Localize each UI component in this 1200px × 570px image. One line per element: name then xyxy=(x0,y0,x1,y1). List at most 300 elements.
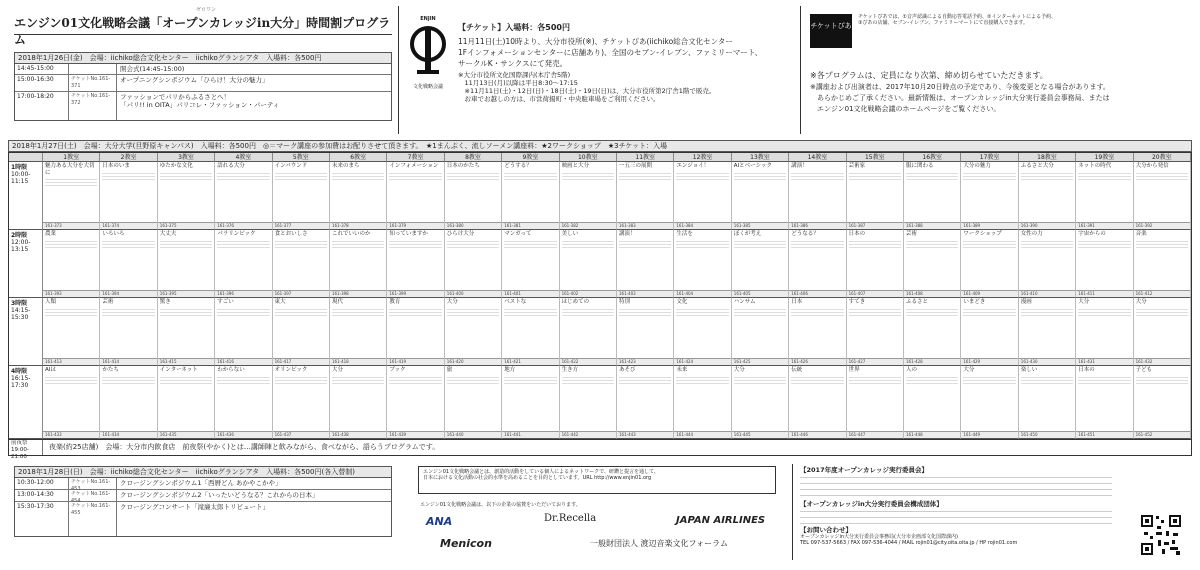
ticket-code: 161-449 xyxy=(961,431,1017,438)
lecture-speakers xyxy=(791,173,843,182)
lecture-title: すごい xyxy=(217,299,234,305)
ticket-code: 161-416 xyxy=(215,358,271,365)
ticket-code: 161-426 xyxy=(789,358,845,365)
lecture-speakers xyxy=(504,377,556,386)
lecture-cell[interactable] xyxy=(847,230,904,298)
lecture-title: ゆたかな文化 xyxy=(159,163,193,169)
lecture-cell[interactable] xyxy=(560,298,617,366)
lecture-cell[interactable] xyxy=(158,230,215,298)
lecture-cell[interactable] xyxy=(387,230,444,298)
lecture-cell[interactable] xyxy=(502,230,559,298)
lecture-speakers xyxy=(791,309,843,318)
lecture-title: 驚き xyxy=(159,299,171,305)
lecture-speakers xyxy=(619,241,671,250)
ticket-code: 161-382 xyxy=(560,222,616,229)
lecture-cell[interactable] xyxy=(330,298,387,366)
day1-section xyxy=(14,52,392,121)
row-text: 開会式(14:45-15:00) xyxy=(120,65,185,73)
lecture-cell[interactable] xyxy=(502,162,559,230)
lecture-cell[interactable] xyxy=(904,366,961,439)
lecture-cell[interactable] xyxy=(789,366,846,439)
lecture-cell[interactable] xyxy=(43,366,100,439)
about-box xyxy=(418,466,776,494)
ticket-code: 161-438 xyxy=(330,431,386,438)
lecture-cell[interactable] xyxy=(273,162,330,230)
ticket-code: 161-381 xyxy=(502,222,558,229)
lecture-speakers xyxy=(1136,173,1188,182)
sponsor-menicon: Menicon xyxy=(440,537,492,550)
notes-block xyxy=(858,14,1188,26)
lecture-cell[interactable] xyxy=(445,230,502,298)
ticket-code: 161-391 xyxy=(1076,222,1132,229)
ticket-code: 161-393 xyxy=(43,290,99,297)
lecture-speakers xyxy=(1078,173,1130,182)
lecture-cell[interactable] xyxy=(1019,230,1076,298)
lecture-speakers xyxy=(906,241,958,250)
lecture-speakers xyxy=(45,179,97,188)
lecture-title: 大分 xyxy=(963,367,975,373)
lecture-title: 文化 xyxy=(676,299,688,305)
ticket-code: 161-411 xyxy=(1076,290,1132,297)
lecture-cell[interactable] xyxy=(617,230,674,298)
ticket-code: 161-444 xyxy=(674,431,730,438)
room-header: 8教室 xyxy=(445,153,502,162)
room-header: 17教室 xyxy=(961,153,1018,162)
room-header: 13教室 xyxy=(732,153,789,162)
lecture-cell[interactable] xyxy=(847,366,904,439)
room-header: 10教室 xyxy=(560,153,617,162)
lecture-speakers xyxy=(102,241,154,250)
ticket-code: 161-410 xyxy=(1019,290,1075,297)
lecture-speakers xyxy=(734,173,786,182)
title-ruby: ゼロワン xyxy=(196,7,217,13)
lecture-cell[interactable] xyxy=(215,162,272,230)
lecture-cell[interactable] xyxy=(674,162,731,230)
ticket-code: 161-407 xyxy=(847,290,903,297)
lecture-speakers xyxy=(676,241,728,250)
lecture-title: 現代 xyxy=(332,299,344,305)
lecture-speakers xyxy=(332,377,384,386)
notes-line: ※講座および出演者は、2017年10月20日時点の予定であり、今後変更となる場合があります。 xyxy=(810,83,1110,91)
ticket-code: 161-430 xyxy=(1019,358,1075,365)
lecture-speakers xyxy=(619,309,671,318)
lecture-title: 漫画 xyxy=(1020,299,1032,305)
lecture-speakers xyxy=(963,173,1015,182)
lecture-title: 講演！ xyxy=(791,163,808,169)
evening-time: 19:00-21:00 xyxy=(11,447,29,460)
lecture-cell[interactable] xyxy=(1134,230,1191,298)
lecture-speakers xyxy=(160,309,212,318)
lecture-title: わからない xyxy=(217,367,245,373)
lecture-cell[interactable] xyxy=(43,230,100,298)
lecture-speakers xyxy=(275,377,327,386)
lecture-speakers xyxy=(734,309,786,318)
row-code: チケットNo.161-371 xyxy=(69,75,117,91)
lecture-cell[interactable] xyxy=(732,366,789,439)
ticket-code: 161-394 xyxy=(100,290,156,297)
lecture-speakers xyxy=(389,173,441,182)
lecture-speakers xyxy=(275,241,327,250)
row-code: チケットNo.161-454 xyxy=(69,490,117,501)
lecture-title: ふるさと xyxy=(906,299,929,305)
lecture-title: 一五三の展開 xyxy=(619,163,653,169)
lecture-title: AIは xyxy=(45,367,56,373)
lecture-speakers xyxy=(734,377,786,386)
notes-main xyxy=(810,70,1190,115)
day1-bar: 2018年1月26日(金) 会場：iichiko総合文化センター iichikoグランシアタ 入場料：各500円 xyxy=(14,52,392,64)
lecture-cell[interactable] xyxy=(789,162,846,230)
row-text: クロージングシンポジウム1「西暦どん あかやこかや」 xyxy=(120,479,282,487)
lecture-speakers xyxy=(504,309,556,318)
lecture-title: 東大 xyxy=(274,299,286,305)
lecture-title: 大分の魅力 xyxy=(963,163,991,169)
lecture-speakers xyxy=(45,309,97,318)
lecture-cell[interactable] xyxy=(904,162,961,230)
lecture-title: 大丈夫 xyxy=(159,231,177,237)
lecture-speakers xyxy=(963,309,1015,318)
lecture-cell[interactable] xyxy=(100,366,157,439)
period-time: 10:00-11:15 xyxy=(11,171,31,185)
lecture-title: 日本 xyxy=(791,299,803,305)
lecture-title: マンガって xyxy=(504,231,532,237)
lecture-speakers xyxy=(217,241,269,250)
lecture-title: 地方 xyxy=(504,367,516,373)
lecture-title: インターネット xyxy=(159,367,198,373)
lecture-cell[interactable] xyxy=(330,230,387,298)
lecture-speakers xyxy=(504,241,556,250)
lecture-cell[interactable] xyxy=(789,230,846,298)
ticket-code: 161-408 xyxy=(904,290,960,297)
lecture-cell[interactable] xyxy=(158,162,215,230)
evening-row xyxy=(8,440,1192,460)
ticket-code: 161-415 xyxy=(158,358,214,365)
lecture-title: 人類 xyxy=(45,299,57,305)
lecture-cell[interactable] xyxy=(445,298,502,366)
lecture-cell[interactable] xyxy=(43,162,100,230)
lecture-title: ひらけ大分 xyxy=(446,231,475,237)
about-line: エンジン01文化戦略会議とは、創造的活動をしている個人によるネットワークで、研鑽と提言を通して、 xyxy=(423,469,659,475)
ticket-code: 161-446 xyxy=(789,431,845,438)
lecture-cell[interactable] xyxy=(617,162,674,230)
lecture-cell[interactable] xyxy=(100,162,157,230)
lecture-speakers xyxy=(791,241,843,250)
lecture-speakers xyxy=(275,173,327,182)
lecture-speakers xyxy=(849,241,901,250)
committee-tel: TEL 097-537-5663 / FAX 097-536-4044 / MAIL rojin01@city.oita.oita.jp / HP rojin01.com xyxy=(800,540,1018,546)
lecture-cell[interactable] xyxy=(1076,230,1133,298)
ticket-code: 161-396 xyxy=(215,290,271,297)
ticket-code: 161-451 xyxy=(1076,431,1132,438)
row-time: 15:00-16:30 xyxy=(15,75,69,91)
table-row xyxy=(15,478,391,490)
lecture-title: 人の xyxy=(906,367,918,373)
lecture-cell[interactable] xyxy=(961,230,1018,298)
ticket-code: 161-433 xyxy=(43,431,99,438)
room-header: 15教室 xyxy=(847,153,904,162)
ticket-code: 161-448 xyxy=(904,431,960,438)
lecture-speakers xyxy=(562,173,614,182)
lecture-cell[interactable] xyxy=(445,162,502,230)
lecture-title: ブック xyxy=(389,367,406,373)
room-header: 3教室 xyxy=(158,153,215,162)
lecture-cell[interactable] xyxy=(1019,162,1076,230)
committee-block xyxy=(800,466,1112,546)
ticket-code: 161-409 xyxy=(961,290,1017,297)
lecture-cell[interactable] xyxy=(502,298,559,366)
lecture-title: 芸術 xyxy=(906,231,918,237)
row-text xyxy=(117,92,391,120)
lecture-title: 大分 xyxy=(733,367,745,373)
period-time: 16:15-17:30 xyxy=(11,375,31,389)
table-row xyxy=(15,75,391,92)
lecture-title: 食とおいしさ xyxy=(274,231,308,237)
lecture-cell[interactable] xyxy=(674,298,731,366)
ticket-code: 161-386 xyxy=(789,222,845,229)
ticket-code: 161-421 xyxy=(502,358,558,365)
ticket-line: ※大分市役所文化国際課内(本庁舎5階) xyxy=(458,71,571,79)
lecture-cell[interactable] xyxy=(560,366,617,439)
lecture-cell[interactable] xyxy=(1134,162,1191,230)
ticket-code: 161-427 xyxy=(847,358,903,365)
ticket-code: 161-374 xyxy=(100,222,156,229)
lecture-speakers xyxy=(619,173,671,182)
room-header: 5教室 xyxy=(273,153,330,162)
lecture-cell[interactable] xyxy=(847,298,904,366)
ticket-code: 161-418 xyxy=(330,358,386,365)
room-header: 20教室 xyxy=(1134,153,1191,162)
lecture-cell[interactable] xyxy=(847,162,904,230)
lecture-title: 子ども xyxy=(1135,367,1153,373)
lecture-cell[interactable] xyxy=(158,366,215,439)
lecture-title: 大分 xyxy=(446,299,458,305)
lecture-title: これでいいのか xyxy=(332,231,371,237)
lecture-cell[interactable] xyxy=(674,366,731,439)
ticket-code: 161-422 xyxy=(560,358,616,365)
ticket-code: 161-429 xyxy=(961,358,1017,365)
lecture-speakers xyxy=(1021,241,1073,250)
period-time: 14:15-15:30 xyxy=(11,307,31,321)
lecture-cell[interactable] xyxy=(732,230,789,298)
lecture-title: ふるさと大分 xyxy=(1020,163,1054,169)
lecture-title: あそび xyxy=(619,367,636,373)
room-header: 6教室 xyxy=(330,153,387,162)
lecture-cell[interactable] xyxy=(330,162,387,230)
ticket-line: ※11月11日(土)・12日(日)・18日(土)・19日(日)は、大分市役所第2庁舎1階で販売。 xyxy=(458,87,716,95)
qr-code-icon[interactable] xyxy=(1140,514,1182,556)
period-time: 12:00-13:15 xyxy=(11,239,31,253)
table-row xyxy=(15,490,391,502)
lecture-cell[interactable] xyxy=(387,298,444,366)
ticket-code: 161-377 xyxy=(273,222,329,229)
lecture-speakers xyxy=(1136,309,1188,318)
lecture-speakers xyxy=(906,173,958,182)
lecture-cell[interactable] xyxy=(215,298,272,366)
ticket-code: 161-442 xyxy=(560,431,616,438)
lecture-speakers xyxy=(275,309,327,318)
lecture-cell[interactable] xyxy=(43,298,100,366)
lecture-title: どうなる？ xyxy=(791,231,819,237)
lecture-title: 未来のまち xyxy=(332,163,360,169)
lecture-speakers xyxy=(332,309,384,318)
notes-line: チケットぴあでは、①音声認識による自動応答電話予約、②インターネットによる予約、 xyxy=(858,14,1057,20)
lecture-cell[interactable] xyxy=(904,230,961,298)
lecture-cell[interactable] xyxy=(502,366,559,439)
lecture-title: 日本のかたち xyxy=(446,163,480,169)
engine-mark-icon xyxy=(408,22,448,80)
row-code: チケットNo.161-453 xyxy=(69,478,117,489)
period-cell xyxy=(9,230,43,298)
ticket-code: 161-452 xyxy=(1134,431,1190,438)
lecture-speakers xyxy=(160,241,212,250)
lecture-title: 大分 xyxy=(332,367,344,373)
ticket-code: 161-373 xyxy=(43,222,99,229)
lecture-title: 特別 xyxy=(619,299,631,305)
ticket-code: 161-436 xyxy=(215,431,271,438)
ticket-code: 161-420 xyxy=(445,358,501,365)
lecture-title: ベストな xyxy=(504,299,527,305)
lecture-title: インフォメーション xyxy=(389,163,439,169)
row-text: クロージングコンサート「滝廉太郎トリビュート」 xyxy=(120,503,269,511)
row-code: チケットNo.161-372 xyxy=(69,92,117,120)
ticket-code: 161-435 xyxy=(158,431,214,438)
ticket-code: 161-445 xyxy=(732,431,788,438)
lecture-title: 大分から発信 xyxy=(1135,163,1169,169)
ticket-code: 161-414 xyxy=(100,358,156,365)
lecture-cell[interactable] xyxy=(1076,366,1133,439)
lecture-title: 生き方 xyxy=(561,367,579,373)
lecture-cell[interactable] xyxy=(1076,162,1133,230)
ticket-code: 161-431 xyxy=(1076,358,1132,365)
table-row xyxy=(15,92,391,120)
notes-line: エンジン01文化戦略会議のホームページをご覧ください。 xyxy=(810,105,1001,113)
notes-line: あらかじめご了承ください。最新情報は、オープンカレッジin大分実行委員会事務局、または xyxy=(810,94,1110,102)
lecture-cell[interactable] xyxy=(732,162,789,230)
lecture-title: 魅力ある大分を大切に xyxy=(45,163,95,176)
ticket-code: 161-389 xyxy=(961,222,1017,229)
lecture-speakers xyxy=(447,309,499,318)
lecture-title: 伝統 xyxy=(791,367,803,373)
lecture-speakers xyxy=(447,173,499,182)
ticket-code: 161-402 xyxy=(560,290,616,297)
row-time: 15:30-17:30 xyxy=(15,502,69,536)
lecture-cell[interactable] xyxy=(273,298,330,366)
lecture-cell[interactable] xyxy=(273,366,330,439)
lecture-cell[interactable] xyxy=(215,230,272,298)
lecture-cell[interactable] xyxy=(732,298,789,366)
lecture-title: 服に関わる xyxy=(906,163,934,169)
period-cell xyxy=(9,366,43,439)
lecture-cell[interactable] xyxy=(674,230,731,298)
ticket-code: 161-384 xyxy=(674,222,730,229)
lecture-cell[interactable] xyxy=(560,230,617,298)
lecture-cell[interactable] xyxy=(1134,298,1191,366)
ticket-info xyxy=(458,22,794,103)
committee-heading: 【オープンカレッジin大分実行委員会構成団体】 xyxy=(800,500,943,508)
lecture-title: 農業 xyxy=(45,231,57,237)
lecture-cell[interactable] xyxy=(1134,366,1191,439)
lecture-speakers xyxy=(447,377,499,386)
lecture-cell[interactable] xyxy=(961,298,1018,366)
ticket-code: 161-380 xyxy=(445,222,501,229)
lecture-speakers xyxy=(102,309,154,318)
table-row xyxy=(15,64,391,75)
lecture-title: 芸術 xyxy=(102,299,114,305)
room-header: 7教室 xyxy=(387,153,444,162)
lecture-cell[interactable] xyxy=(445,366,502,439)
lecture-speakers xyxy=(102,377,154,386)
lecture-title: どうする？ xyxy=(504,163,532,169)
lecture-title: いろいろ xyxy=(102,231,125,237)
ticket-code: 161-443 xyxy=(617,431,673,438)
lecture-cell[interactable] xyxy=(1076,298,1133,366)
lecture-title: はじめての xyxy=(561,299,590,305)
lecture-cell[interactable] xyxy=(617,298,674,366)
ticket-code: 161-419 xyxy=(387,358,443,365)
room-header: 2教室 xyxy=(100,153,157,162)
lecture-cell[interactable] xyxy=(387,162,444,230)
pia-logo: チケットぴあ xyxy=(810,14,852,48)
evening-period xyxy=(9,440,43,460)
day3-bar: 2018年1月28日(日) 会場：iichiko総合文化センター iichikoグランシアタ 入場料：各500円(各入替制) xyxy=(14,466,392,478)
lecture-title: 女性の力 xyxy=(1020,231,1043,237)
lecture-cell[interactable] xyxy=(1019,366,1076,439)
lecture-cell[interactable] xyxy=(961,162,1018,230)
lecture-cell[interactable] xyxy=(789,298,846,366)
lecture-cell[interactable] xyxy=(330,366,387,439)
room-header: 16教室 xyxy=(904,153,961,162)
sponsor-foundation: 一般財団法人 渡辺音楽文化フォーラム xyxy=(590,539,729,548)
ticket-code: 161-406 xyxy=(789,290,845,297)
lecture-speakers xyxy=(676,377,728,386)
lecture-cell[interactable] xyxy=(100,298,157,366)
ticket-code: 161-392 xyxy=(1134,222,1190,229)
engine-logo xyxy=(404,16,452,90)
lecture-title: いまどき xyxy=(963,299,986,305)
lecture-cell[interactable] xyxy=(961,366,1018,439)
lecture-cell[interactable] xyxy=(1019,298,1076,366)
lecture-speakers xyxy=(562,309,614,318)
lecture-cell[interactable] xyxy=(387,366,444,439)
lecture-speakers xyxy=(1078,241,1130,250)
corner-cell xyxy=(9,153,43,162)
lecture-cell[interactable] xyxy=(617,366,674,439)
lecture-speakers xyxy=(676,173,728,182)
lecture-speakers xyxy=(619,377,671,386)
room-header: 4教室 xyxy=(215,153,272,162)
lecture-speakers xyxy=(1021,309,1073,318)
lecture-cell[interactable] xyxy=(100,230,157,298)
lecture-cell[interactable] xyxy=(273,230,330,298)
lecture-speakers xyxy=(45,241,97,250)
ticket-code: 161-428 xyxy=(904,358,960,365)
sponsor-recella: Dr.Recella xyxy=(544,513,597,524)
lecture-cell[interactable] xyxy=(904,298,961,366)
room-header: 12教室 xyxy=(674,153,731,162)
lecture-title: ハンサム xyxy=(733,299,756,305)
period-cell xyxy=(9,298,43,366)
sponsor-ana: ANA xyxy=(426,515,453,528)
sponsor-jal: JAPAN AIRLINES xyxy=(676,515,766,526)
row-text-line: ファッションでパリからふるさとへ！ xyxy=(120,93,230,101)
lecture-title: 日本のいま xyxy=(102,163,130,169)
lecture-cell[interactable] xyxy=(158,298,215,366)
row-text: オープニングシンポジウム「ひらけ！大分の魅力」 xyxy=(120,76,269,84)
lecture-cell[interactable] xyxy=(560,162,617,230)
lecture-speakers xyxy=(1136,377,1188,386)
notes-line: ※各プログラムは、定員になり次第、締め切らせていただきます。 xyxy=(810,71,1048,80)
ticket-code: 161-379 xyxy=(387,222,443,229)
lecture-cell[interactable] xyxy=(215,366,272,439)
